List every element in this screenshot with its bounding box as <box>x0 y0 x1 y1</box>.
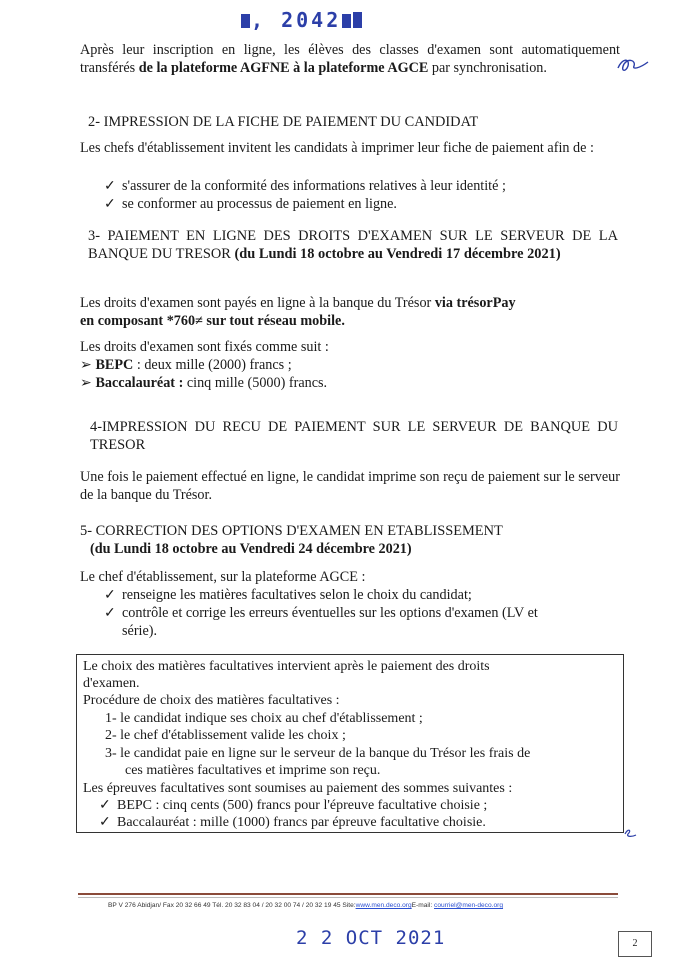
arrow-bullet-icon: ➢ <box>80 375 92 391</box>
check-icon: ✓ <box>99 798 111 813</box>
list-item: ➢ Baccalauréat : cinq mille (5000) francs. <box>80 375 328 391</box>
list-item: ✓ renseigne les matières facultatives selon le choix du candidat; <box>104 587 472 603</box>
list-item: ✓ Baccalauréat : mille (1000) francs par épreuve facultative choisie. <box>99 815 486 830</box>
procedure-step: 1- le candidat indique ses choix au chef d'établissement ; <box>105 711 423 726</box>
check-icon: ✓ <box>99 815 111 830</box>
list-item: ✓ se conformer au processus de paiement en ligne. <box>104 196 397 212</box>
date-stamp: 2 2 OCT 2021 <box>296 927 446 949</box>
page-number: 2 <box>618 931 652 957</box>
handwritten-mark-icon <box>614 54 654 76</box>
section-4-title: 4-IMPRESSION DU RECU DE PAIEMENT SUR LE SERVEUR DE BANQUE DU TRESOR <box>90 419 618 453</box>
email-link[interactable]: courriel@men-deco.org <box>434 902 504 909</box>
check-icon: ✓ <box>104 587 116 603</box>
procedure-step: 3- le candidat paie en ligne sur le serveur de la banque du Trésor les frais de <box>105 746 531 761</box>
section-5-dates: (du Lundi 18 octobre au Vendredi 24 décembre 2021) <box>90 541 412 557</box>
box-line: d'examen. <box>83 676 140 691</box>
footer-rule <box>78 893 618 895</box>
procedure-step: 2- le chef d'établissement valide les choix ; <box>105 728 346 743</box>
list-item: ✓ s'assurer de la conformité des informations relatives à leur identité ; <box>104 178 506 194</box>
registration-number: 2042 <box>281 8 342 32</box>
footer-rule <box>78 897 618 898</box>
box-line: Procédure de choix des matières facultatives : <box>83 693 340 708</box>
check-icon: ✓ <box>104 178 116 194</box>
list-item-continuation: série). <box>122 623 158 639</box>
list-item: ➢ BEPC : deux mille (2000) francs ; <box>80 357 292 373</box>
fees-intro: Les droits d'examen sont fixés comme suit : <box>80 339 329 355</box>
section-5-title: 5- CORRECTION DES OPTIONS D'EXAMEN EN ETABLISSEMENT <box>80 523 503 539</box>
section-3-title: 3- PAIEMENT EN LIGNE DES DROITS D'EXAMEN SUR LE SERVEUR DE LA BANQUE DU TRESOR (du Lundi 18 octobre au Vendredi 17 décembre 2021) <box>88 228 618 262</box>
intro-paragraph: Après leur inscription en ligne, les élèves des classes d'examen sont automatiquement transférés de la plateforme AGFNE à la plateforme AGCE par synchronisation. <box>80 42 620 76</box>
optional-subjects-box <box>76 654 624 833</box>
check-icon: ✓ <box>104 605 116 621</box>
box-line: Les épreuves facultatives sont soumises au paiement des sommes suivantes : <box>83 781 513 796</box>
check-icon: ✓ <box>104 196 116 212</box>
section-2-title: 2- IMPRESSION DE LA FICHE DE PAIEMENT DU CANDIDAT <box>88 114 479 130</box>
footer-contact: BP V 276 Abidjan/ Fax 20 32 66 49 Tél. 20 32 83 04 / 20 32 00 74 / 20 32 19 45 Site:www.men.deco.orgE-mail: courriel@men-deco.org <box>108 902 504 909</box>
registration-stamp: , 2042 <box>240 8 363 32</box>
arrow-bullet-icon: ➢ <box>80 357 92 373</box>
list-item: ✓ BEPC : cinq cents (500) francs pour l'épreuve facultative choisie ; <box>99 798 488 813</box>
website-link[interactable]: www.men.deco.org <box>355 902 412 909</box>
handwritten-mark-icon <box>622 826 640 840</box>
procedure-step-continuation: ces matières facultatives et imprime son reçu. <box>125 763 381 778</box>
section-5-text: Le chef d'établissement, sur la plateforme AGCE : <box>80 569 366 585</box>
box-line: Le choix des matières facultatives intervient après le paiement des droits <box>83 659 490 674</box>
section-3-paragraph: Les droits d'examen sont payés en ligne à la banque du Trésor via trésorPay en composant *760≠ sur tout réseau mobile. <box>80 295 516 329</box>
list-item: ✓ contrôle et corrige les erreurs éventuelles sur les options d'examen (LV et <box>104 605 538 621</box>
section-4-text: Une fois le paiement effectué en ligne, le candidat imprime son reçu de paiement sur le serveur de la banque du Trésor. <box>80 469 620 503</box>
section-2-text: Les chefs d'établissement invitent les candidats à imprimer leur fiche de paiement afin de : <box>80 140 594 156</box>
